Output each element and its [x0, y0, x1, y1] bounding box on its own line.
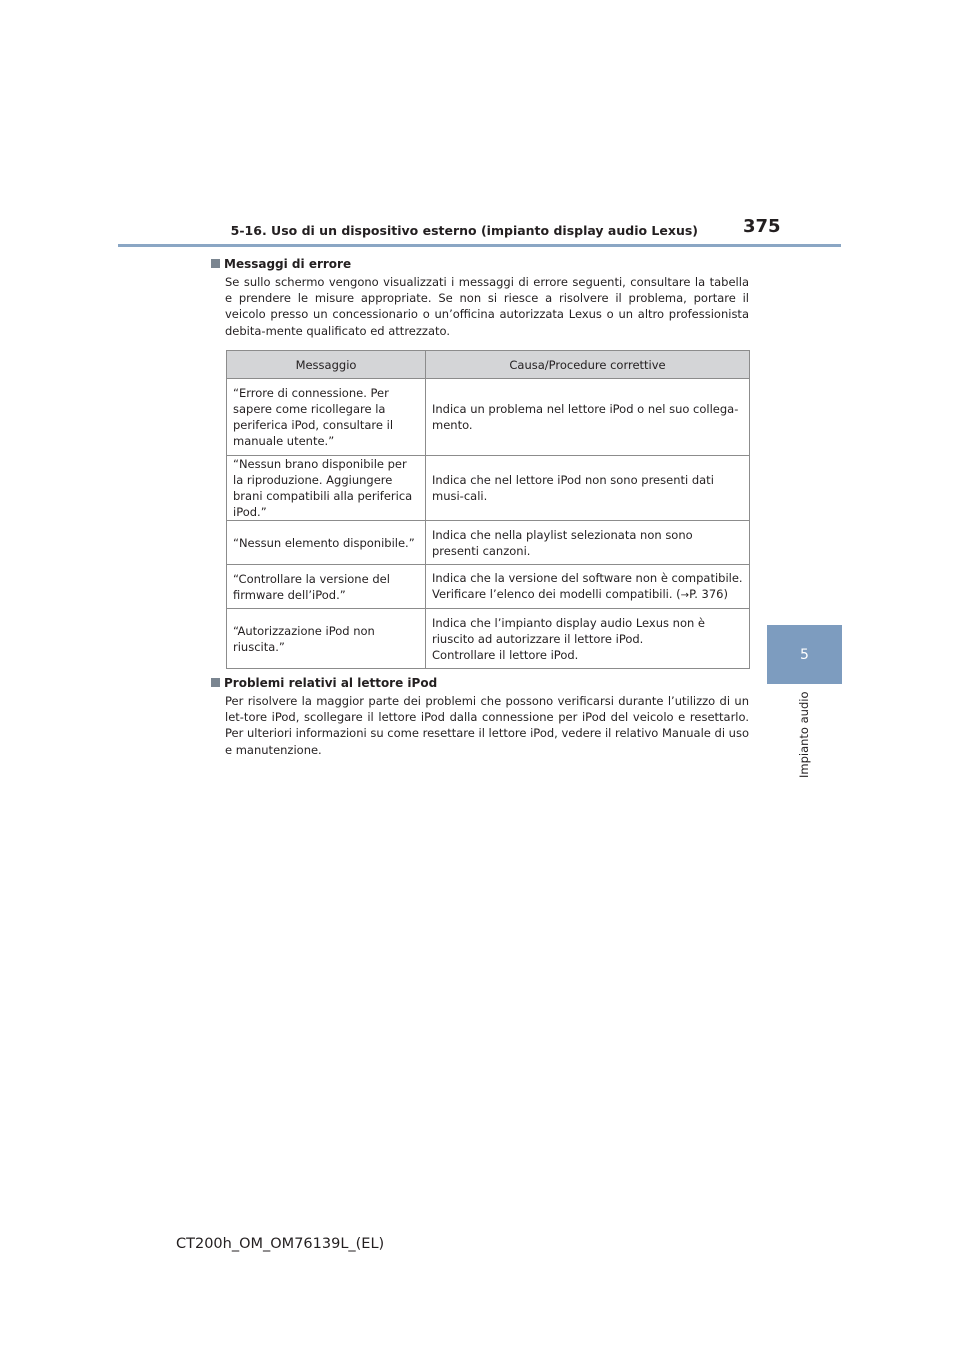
chapter-title: 5-16. Uso di un dispositivo esterno (impianto display audio Lexus): [230, 223, 698, 238]
cause-line: Indica che la versione del software non è compatibile.: [432, 570, 743, 585]
cause-line: [432, 586, 743, 604]
chapter-tab: [767, 625, 842, 684]
section-paragraph: Se sullo schermo vengono visualizzati i messaggi di errore seguenti, consultare la tabella e prendere le misure appropriate. Se non si riesce a risolvere il problema, portare il veicolo presso un concessionario o un’officina autorizzata Lexus o un altro professionista debita-mente qualificato ed attrezzato.: [225, 275, 749, 338]
section-ipod-problems: [211, 675, 749, 758]
section-heading-text: Messaggi di errore: [224, 257, 352, 271]
table-header-cause: Causa/Procedure correttive: [426, 351, 750, 379]
section-error-messages: [211, 256, 749, 339]
chapter-tab-label: Impianto audio: [797, 691, 811, 779]
table-row: [227, 379, 750, 456]
table-cell-cause: [426, 609, 750, 669]
table-cell-message: “Errore di connessione. Per sapere come ricollegare la periferica iPod, consultare il manuale utente.”: [227, 379, 426, 456]
table-cell-cause: [426, 565, 750, 609]
table-cell-cause: Indica che nel lettore iPod non sono presenti dati musi-cali.: [426, 456, 750, 521]
table-row: [227, 521, 750, 565]
bullet-square-icon: [211, 678, 220, 687]
section-paragraph: Per risolvere la maggior parte dei problemi che possono verificarsi durante l’utilizzo di un let-tore iPod, scollegare il lettore iPod dalla connessione per iPod del veicolo e resettarlo. Per ulteriori informazioni su come resettare il lettore iPod, vedere il relativo Manuale di uso e manutenzione.: [225, 694, 749, 757]
cause-text: Verificare l’elenco dei modelli compatibili. (: [432, 586, 681, 601]
table-header-message: Messaggio: [227, 351, 426, 379]
table-cell-message: “Nessun brano disponibile per la riproduzione. Aggiungere brani compatibili alla periferica iPod.”: [227, 456, 426, 521]
bullet-square-icon: [211, 259, 220, 268]
table-cell-message: “Nessun elemento disponibile.”: [227, 521, 426, 565]
error-messages-table: [226, 350, 750, 669]
section-heading-text: Problemi relativi al lettore iPod: [224, 676, 438, 690]
cause-line: Controllare il lettore iPod.: [432, 647, 579, 662]
document-code: CT200h_OM_OM76139L_(EL): [176, 1236, 385, 1252]
table-row: [227, 565, 750, 609]
header-divider: [118, 244, 841, 247]
page-number: 375: [743, 216, 781, 237]
table-cell-cause: Indica un problema nel lettore iPod o nel suo collega-mento.: [426, 379, 750, 456]
section-heading: [211, 256, 749, 272]
table-cell-message: “Autorizzazione iPod non riuscita.”: [227, 609, 426, 669]
arrow-right-icon: →: [680, 589, 690, 601]
chapter-tab-number: 5: [800, 646, 809, 663]
table-row: [227, 456, 750, 521]
table-cell-cause: Indica che nella playlist selezionata non sono presenti canzoni.: [426, 521, 750, 565]
page-reference: P. 376): [689, 586, 728, 601]
table-cell-message: “Controllare la versione del firmware dell’iPod.”: [227, 565, 426, 609]
section-heading: [211, 675, 749, 691]
cause-line: Indica che l’impianto display audio Lexus non è riuscito ad autorizzare il lettore iPod.: [432, 615, 705, 646]
table-header-row: [227, 351, 750, 379]
table-row: [227, 609, 750, 669]
